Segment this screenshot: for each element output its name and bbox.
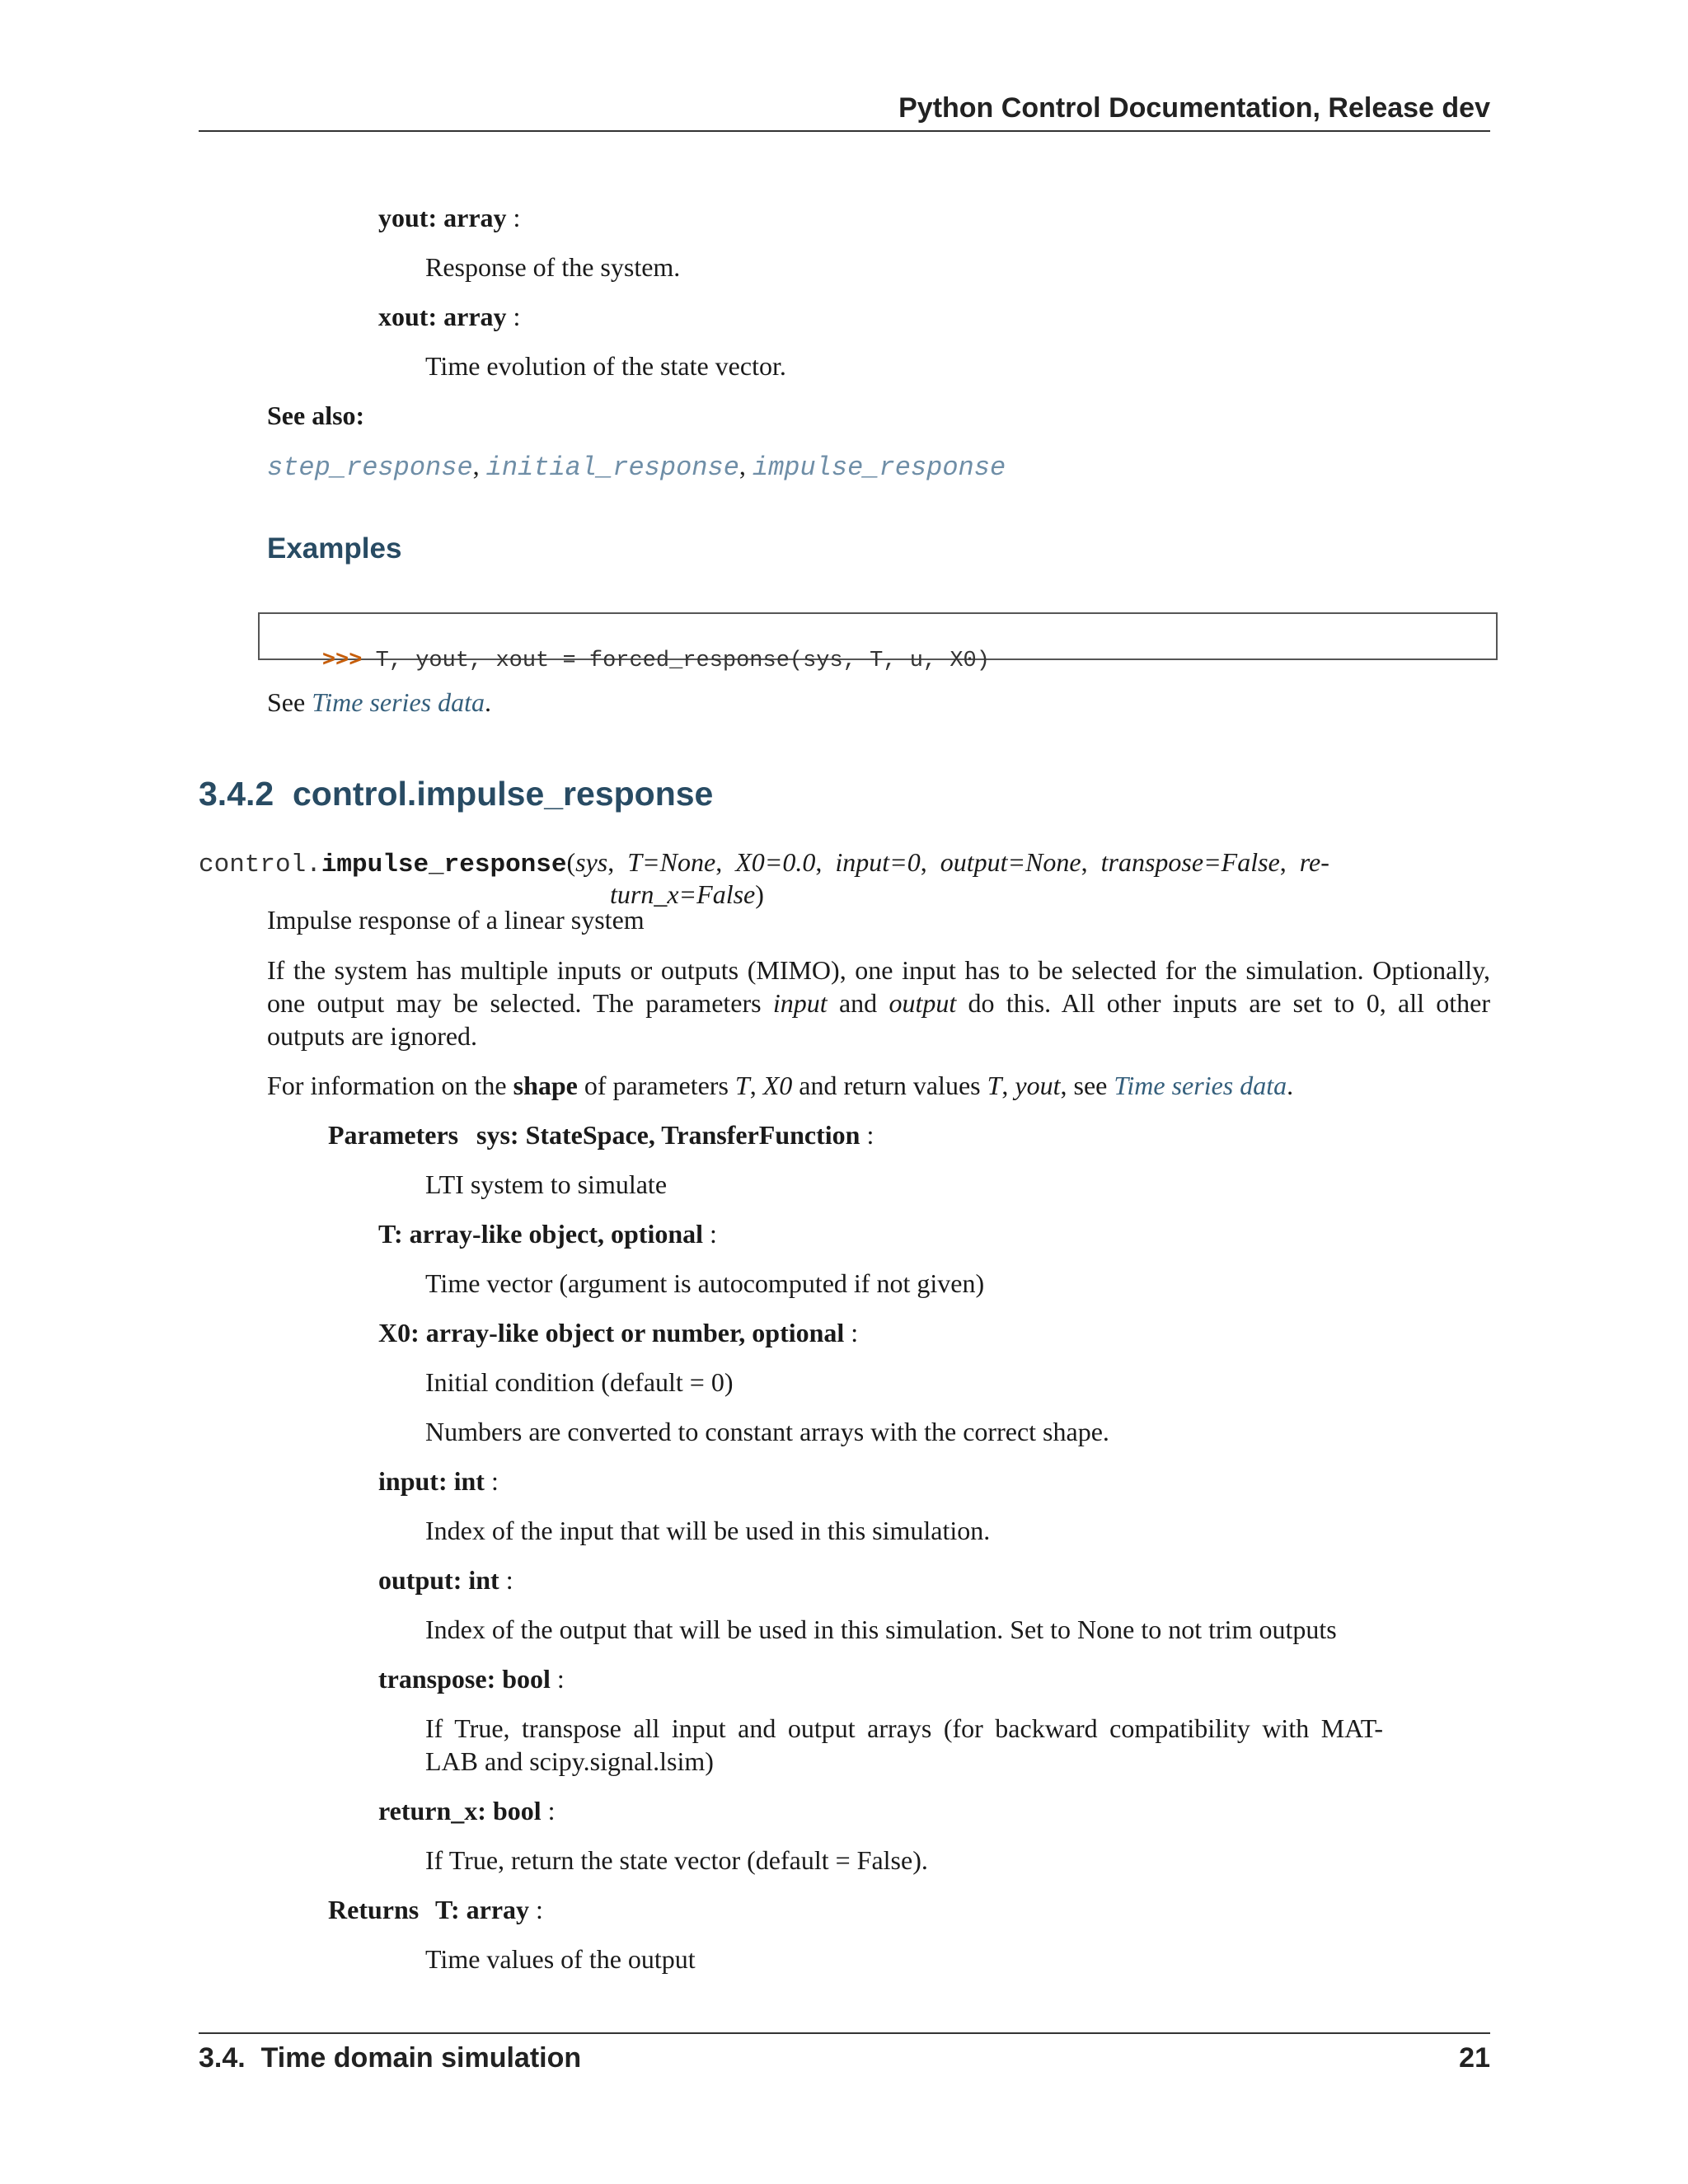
- function-signature: control.impulse_response(sys, T=None, X0=0.0, input=0, output=None, transpose=False, re-: [199, 847, 1329, 879]
- param-X0-desc: Initial condition (default = 0): [425, 1367, 734, 1397]
- param-sys-desc: LTI system to simulate: [425, 1169, 668, 1199]
- return-yout: yout: array :: [378, 203, 521, 232]
- return-T: T: array :: [435, 1895, 543, 1924]
- return-T-desc: Time values of the output: [425, 1944, 696, 1974]
- param-output-desc: Index of the output that will be used in this simulation. Set to None to not trim outputs: [425, 1615, 1337, 1644]
- param-transpose: transpose: bool :: [378, 1664, 565, 1694]
- footer-rule: [199, 2032, 1490, 2034]
- code-example: [258, 612, 1498, 673]
- see-also-links: step_response, initial_response, impulse_response: [267, 451, 1006, 483]
- param-input: input: int :: [378, 1466, 499, 1496]
- page-number: 21: [1459, 2042, 1490, 2074]
- param-output: output: int :: [378, 1565, 513, 1595]
- param-T: T: array-like object, optional :: [378, 1219, 717, 1249]
- returns-label: Returns: [328, 1895, 420, 1924]
- parameters-label: Parameters: [328, 1120, 459, 1150]
- param-X0-desc-2: Numbers are converted to constant arrays with the correct shape.: [425, 1417, 1109, 1446]
- header-rule: [199, 130, 1490, 132]
- running-header: Python Control Documentation, Release dev: [898, 92, 1490, 124]
- summary: Impulse response of a linear system: [267, 905, 645, 935]
- mimo-paragraph: If the system has multiple inputs or outputs (MIMO), one input has to be selected for the simulation. Optionally, one output may be selected. The parameters input and output do this. All other inputs are set to 0, all other outputs are ignored.: [267, 955, 1491, 1051]
- code-prompt: >>>: [321, 649, 363, 673]
- function-signature-cont: turn_x=False): [610, 879, 764, 909]
- examples-heading: Examples: [267, 532, 402, 565]
- code-line: T, yout, xout = forced_response(sys, T, u, X0): [362, 649, 990, 673]
- shape-paragraph: For information on the shape of parameters T, X0 and return values T, yout, see Time series data.: [267, 1071, 1294, 1100]
- link-step-response[interactable]: step_response: [267, 452, 473, 483]
- link-impulse-response[interactable]: impulse_response: [752, 452, 1006, 483]
- link-initial-response[interactable]: initial_response: [485, 452, 739, 483]
- param-sys: sys: StateSpace, TransferFunction :: [476, 1120, 874, 1150]
- return-xout-desc: Time evolution of the state vector.: [425, 351, 786, 381]
- see-also-label: See also:: [267, 401, 365, 430]
- see-time-series: See Time series data.: [267, 687, 491, 717]
- time-series-link-2[interactable]: Time series data: [1114, 1071, 1287, 1100]
- param-T-desc: Time vector (argument is autocomputed if not given): [425, 1268, 985, 1298]
- param-input-desc: Index of the input that will be used in this simulation.: [425, 1516, 991, 1545]
- param-transpose-desc: If True, transpose all input and output arrays (for backward compatibility with MAT- LAB and scipy.signal.lsim): [425, 1713, 1383, 1776]
- section-heading: 3.4.2 control.impulse_response: [199, 775, 714, 813]
- return-xout: xout: array :: [378, 302, 521, 331]
- footer-section: 3.4. Time domain simulation: [199, 2042, 582, 2074]
- param-return-x: return_x: bool :: [378, 1796, 556, 1825]
- return-yout-desc: Response of the system.: [425, 252, 681, 282]
- param-return-x-desc: If True, return the state vector (default = False).: [425, 1845, 928, 1875]
- time-series-link[interactable]: Time series data: [312, 687, 485, 717]
- param-X0: X0: array-like object or number, optional :: [378, 1318, 859, 1347]
